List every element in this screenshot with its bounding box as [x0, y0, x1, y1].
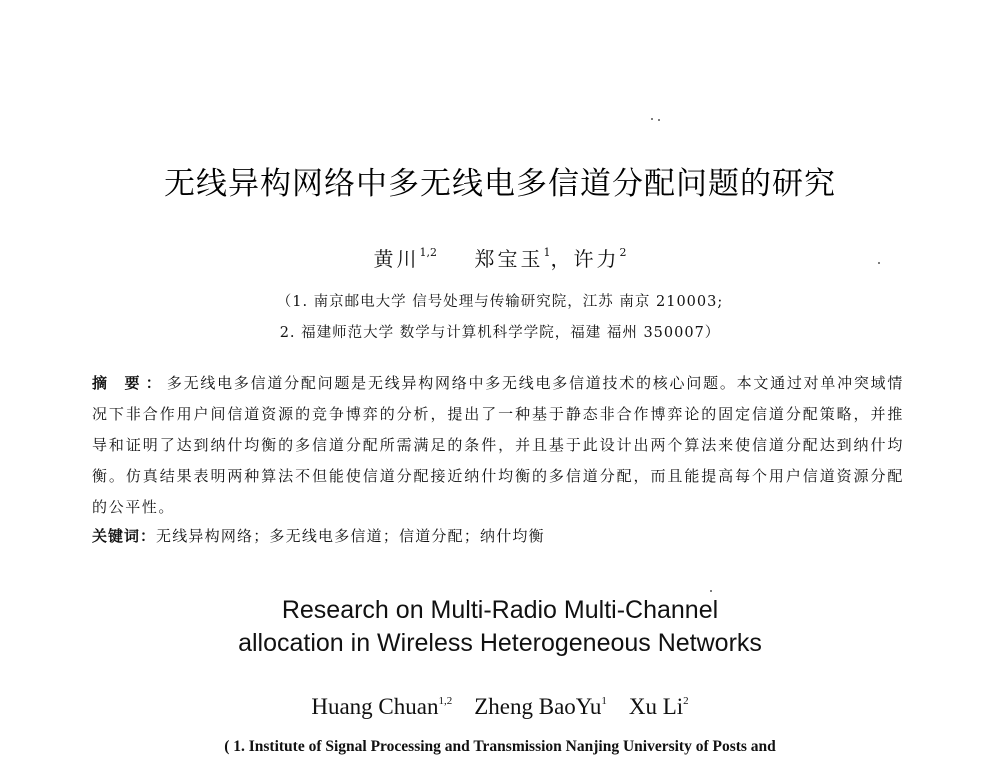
english-title-line-1: Research on Multi-Radio Multi-Channel [281, 596, 719, 624]
author-cn-2: 郑宝玉 [474, 247, 544, 271]
english-authors [0, 694, 1000, 720]
chinese-keywords [92, 525, 904, 546]
author-en-2-affil: 1 [601, 695, 607, 707]
author-en-2: Zheng BaoYu [474, 694, 602, 719]
chinese-authors [0, 243, 1000, 272]
author-cn-2-affil: 1 [543, 246, 551, 259]
author-cn-3: 许力 [573, 247, 620, 271]
author-en-1: Huang Chuan [311, 694, 439, 719]
keywords-label: 关键词： [92, 527, 157, 545]
scan-speck [710, 590, 712, 592]
author-en-3: Xu Li [628, 694, 684, 719]
author-en-3-affil: 2 [683, 695, 689, 707]
scan-speck [658, 119, 660, 121]
abstract-text: 多无线电多信道分配问题是无线异构网络中多无线电多信道技术的核心问题。本文通过对单冲突域情况下非合作用户间信道资源的竞争博弈的分析，提出了一种基于静态非合作博弈论的固定信道分配策略，并推导和证明了达到纳什均衡的多信道分配所需满足的条件，并且基于此设计出两个算法来使信道分配达到纳什均衡。仿真结果表明两种算法不但能使信道分配接近纳什均衡的多信道分配，而且能提高每个用户信道资源分配的公平性。 [92, 374, 904, 516]
chinese-affiliation-2: 2. 福建师范大学 数学与计算机科学学院，福建 福州 350007） [279, 325, 721, 341]
author-separator: ， [550, 247, 574, 271]
author-cn-3-affil: 2 [619, 246, 627, 259]
author-cn-1-affil: 1,2 [419, 246, 438, 259]
english-title-line-2: allocation in Wireless Heterogeneous Networks [238, 629, 762, 657]
scan-speck [651, 118, 653, 120]
chinese-title: 无线异构网络中多无线电多信道分配问题的研究 [164, 166, 836, 202]
english-affiliation: ( 1. Institute of Signal Processing and Transmission Nanjing University of Posts and [224, 738, 776, 755]
keywords-text: 无线异构网络；多无线电多信道；信道分配；纳什均衡 [156, 527, 545, 545]
author-en-1-affil: 1,2 [438, 695, 453, 707]
chinese-abstract [92, 368, 904, 523]
abstract-label: 摘 要： [92, 374, 167, 392]
author-cn-1: 黄川 [373, 247, 420, 271]
chinese-affiliation-1: （1. 南京邮电大学 信号处理与传输研究院，江苏 南京 210003; [276, 294, 724, 310]
